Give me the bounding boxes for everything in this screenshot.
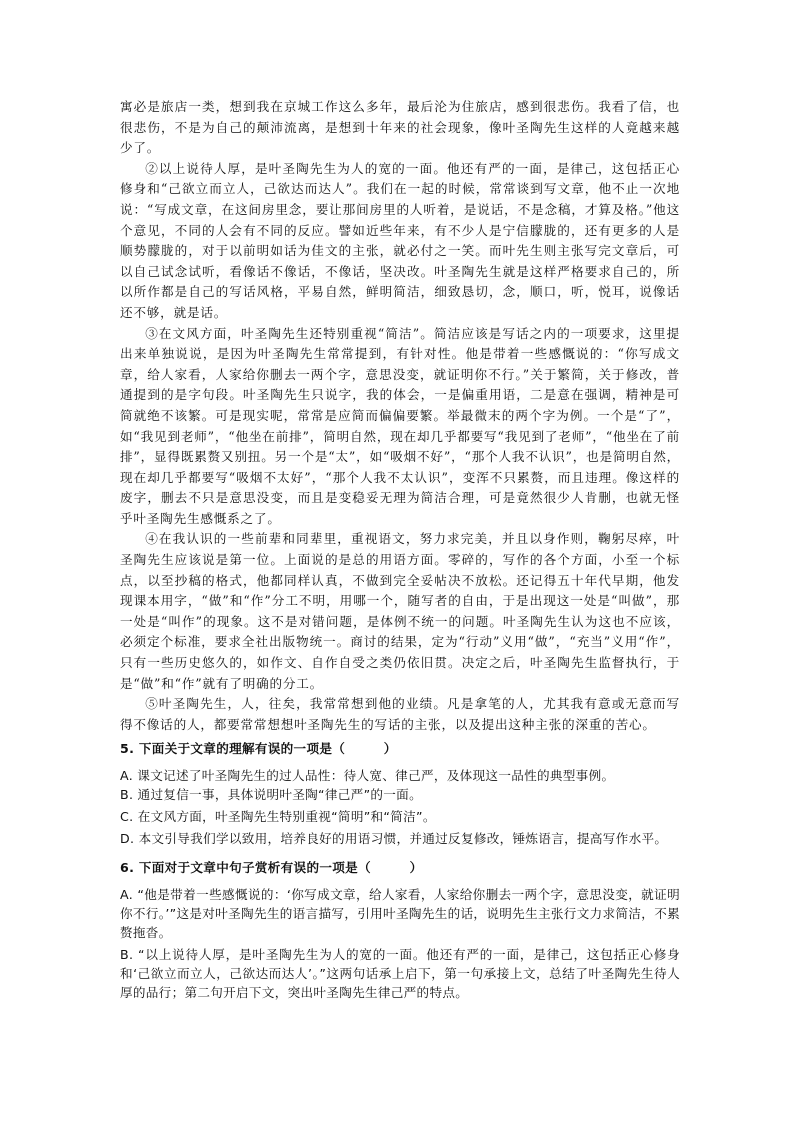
passage-paragraph-5: ⑤叶圣陶先生，人，往矣，我常常想到他的业绩。凡是拿笔的人，尤其我有意或无意而写得不像话的人，都要常常想想叶圣陶先生的写话的主张，以及提出这种主张的深重的苦心。 [120,696,680,732]
reading-passage [120,97,680,735]
question-5-option-b: B. 通过复信一事，具体说明叶圣陶“律己严”的一面。 [120,787,422,802]
question-6-option-b: B. “以上说待人厚，是叶圣陶先生为人的宽的一面。他还有严的一面，是律己，这包括正心修身和‘己欲立而立人，己欲达而达人’。”这两句话承上启下，第一句承接上文，总结了叶圣陶先生待人厚的品行；第二句开启下文，突出叶圣陶先生律己严的特点。 [120,947,680,1000]
question-5-options [120,766,680,848]
question-5-option-a: A. 课文记述了叶圣陶先生的过人品性：待人宽、律己严，及体现这一品性的典型事例。 [120,768,615,783]
passage-paragraph-continued: 寓必是旅店一类，想到我在京城工作这么多年，最后沦为住旅店，感到很悲伤。我看了信，也很悲伤，不是为自己的颠沛流离，是想到十年来的社会现象，像叶圣陶先生这样的人竟越来越少了。 [120,99,680,156]
passage-paragraph-2: ②以上说待人厚，是叶圣陶先生为人的宽的一面。他还有严的一面，是律己，这包括正心修身和“己欲立而立人，己欲达而达人”。我们在一起的时候，常常谈到写文章，他不止一次地说：“写成文章，在这间房里念，要让那间房里的人听着，是说话，不是念稿，才算及格。”他这个意见，不同的人会有不同的反应。譬如近些年来，有不少人是宁信朦胧的，还有更多的人是顺势朦胧的，对于以前明如话为佳文的主张，就必付之一笑。而叶先生则主张写完文章后，可以自己试念试听，看像话不像话，不像话，坚决改。叶圣陶先生就是这样严格要求自己的，所以所作都是自己的写话风格，平易自然，鲜明简洁，细致恳切，念，顺口，听，悦耳，说像话还不够，就是话。 [120,160,680,320]
question-6-stem: 6. 下面对于文章中句子赏析有误的一项是（ ） [120,860,423,875]
question-5-option-c: C. 在文风方面，叶圣陶先生特别重视“简明”和“简洁”。 [120,809,436,824]
passage-paragraph-4: ④在我认识的一些前辈和同辈里，重视语文，努力求完美，并且以身作则，鞠躬尽瘁，叶圣陶先生应该说是第一位。上面说的是总的用语方面。零碎的，写作的各个方面，小至一个标点，以至抄稿的格式，他都同样认真，不做到完全妥帖决不放松。还记得五十年代早期，他发现课本用字，“做”和“作”分工不明，用哪一个，随写者的自由，于是出现这一处是“叫做”，那一处是“叫作”的现象。这不是对错问题，是体例不统一的问题。叶圣陶先生认为这也不应该，必须定个标准，要求全社出版物统一。商讨的结果，定为“行动”义用“做”，“充当”义用“作”，只有一些历史悠久的，如作文、自作自受之类仍依旧贯。决定之后，叶圣陶先生监督执行，于是“做”和“作”就有了明确的分工。 [120,531,680,691]
question-6-options [120,885,680,1002]
question-section [120,739,680,1002]
question-5-option-d: D. 本文引导我们学以致用，培养良好的用语习惯，并通过反复修改，锤炼语言，提高写作水平。 [120,831,668,846]
passage-paragraph-3: ③在文风方面，叶圣陶先生还特别重视“简洁”。简洁应该是写话之内的一项要求，这里提出来单独说说，是因为叶圣陶先生常常提到，有针对性。他是带着一些感慨说的：“你写成文章，给人家看，人家给你删去一两个字，意思没变，就证明你不行。”关于繁简，关于修改，普通提到的是字句段。叶圣陶先生只说字，我的体会，一是偏重用语，二是意在强调，精神是可简就绝不该繁。可是现实呢，常常是应简而偏偏要繁。举最微末的两个字为例。一个是“了”，如“我见到老师”，“他坐在前排”，简明自然，现在却几乎都要写“我见到了老师”，“他坐在了前排”，显得既累赘又别扭。另一个是“太”，如“吸烟不好”，“那个人我不认识”，也是简明自然，现在却几乎都要写“吸烟不太好”，“那个人我不太认识”，变浑不只累赘，而且违理。像这样的废字，删去不只是意思没变，而且是变稳妥无理为简洁合理，可是竟然很少人肯删，也就无怪乎叶圣陶先生感慨系之了。 [120,325,680,526]
question-6-option-a: A. “他是带着一些感慨说的：‘你写成文章，给人家看，人家给你删去一两个字，意思没变，就证明你不行。’”这是对叶圣陶先生的语言描写，引用叶圣陶先生的话，说明先生主张行文力求简洁，不累赘拖沓。 [120,887,680,940]
question-5-stem: 5. 下面关于文章的理解有误的一项是（ ） [120,741,397,756]
